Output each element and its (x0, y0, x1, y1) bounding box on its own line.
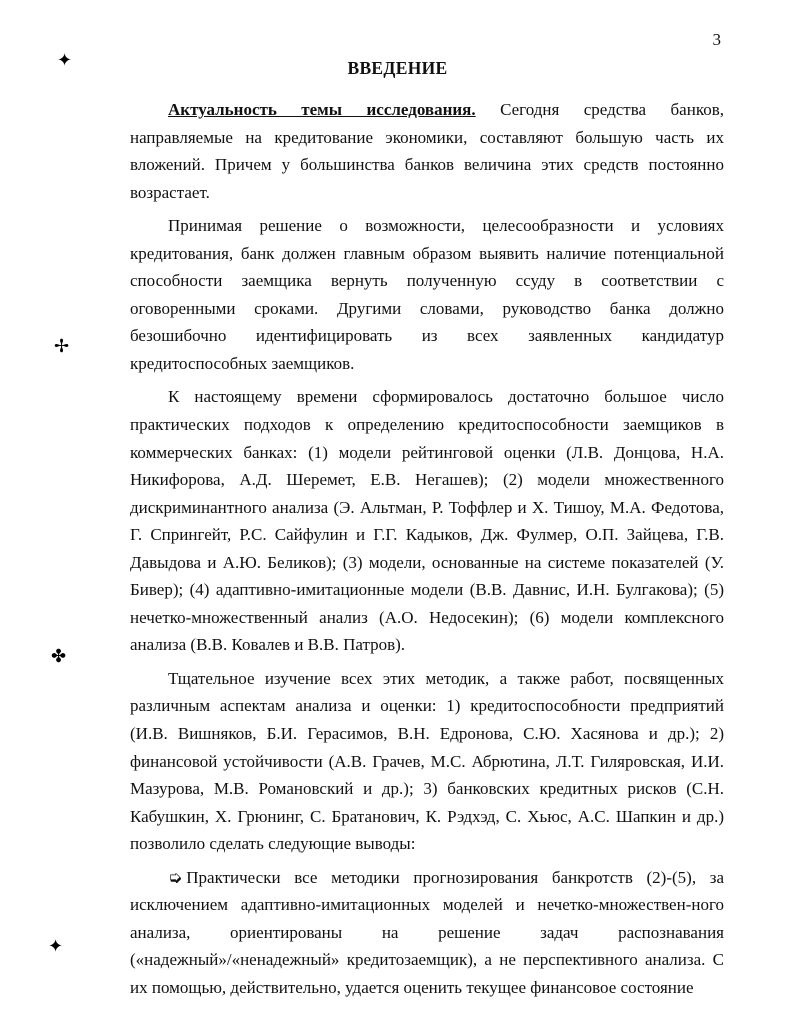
margin-mark-icon: ✦ (48, 936, 64, 956)
arrow-bullet-icon: ➭ (168, 867, 183, 887)
paragraph-approaches: К настоящему времени сформировалось достаточно большое число практических подходов к определению кредитоспособности заемщиков в коммерческих банках: (1) модели рейтинговой оценки (Л.В. Донцова, Н.А. Никифорова, А.Д. Шеремет, Е.В. Негашев); (2) модели множественного дискриминантного анализа (Э. Альтман, Р. Тоффлер и Х. Тишоу, М.А. Федотова, Г. Спрингейт, Р.С. Сайфулин и Г.Г. Кадыков, Дж. Фулмер, О.П. Зайцева, Г.В. Давыдова и А.Ю. Беликов); (3) модели, основанные на системе показателей (У. Бивер); (4) адаптивно-имитационные модели (В.В. Давнис, И.Н. Булгакова); (5) нечетко-множественный анализ (А.О. Недосекин); (6) модели комплексного анализа (В.В. Ковалев и В.В. Патров). (130, 387, 724, 655)
document-body (130, 96, 724, 1002)
paragraph-text: Практически все методики прогнозирования банкротств (2)-(5), за исключением адаптивно-имитационных моделей и нечетко-множествен-ного анализа, ориентированы на решение задач распознавания («надежный»/«ненадежный» кредитозаемщик), а не перспективного анализа. С их помощью, действительно, удается оценить текущее финансовое состояние (130, 867, 724, 997)
paragraph-decision: Принимая решение о возможности, целесообразности и условиях кредитования, банк должен главным образом выявить наличие потенциальной способности заемщика вернуть полученную ссуду в соответствии с оговоренными сроками. Другими словами, руководство банка должно безошибочно идентифицировать из всех заявленных кандидатур кредитоспособных заемщиков. (130, 216, 724, 373)
paragraph-conclusion-1 (130, 864, 724, 1002)
margin-mark-icon: ✦ (57, 50, 73, 70)
relevance-heading: Актуальность темы исследования. (168, 100, 476, 119)
page-title: ВВЕДЕНИЕ (347, 58, 448, 78)
paragraph-text: Сегодня средства банков, направляемые на кредитование экономики, составляют большую часть их вложений. Причем у большинства банков величина этих средств постоянно возрастает. (130, 100, 724, 202)
paragraph-study: Тщательное изучение всех этих методик, а также работ, посвященных различным аспектам анализа и оценки: 1) кредитоспособности предприятий (И.В. Вишняков, Б.И. Герасимов, В.Н. Едронова, С.Ю. Хасянова и др.); 2) финансовой устойчивости (А.В. Грачев, М.С. Абрютина, Л.Т. Гиляровская, И.И. Мазурова, М.В. Романовский и др.); 3) банковских кредитных рисков (С.Н. Кабушкин, Х. Грюнинг, С. Братанович, К. Рэдхэд, С. Хьюс, А.С. Шапкин и др.) позволило сделать следующие выводы: (130, 668, 724, 854)
margin-mark-icon: ✢ (54, 336, 70, 356)
page-number: 3 (712, 30, 721, 49)
margin-mark-icon: ✤ (51, 646, 67, 666)
paragraph-relevance (130, 96, 724, 206)
